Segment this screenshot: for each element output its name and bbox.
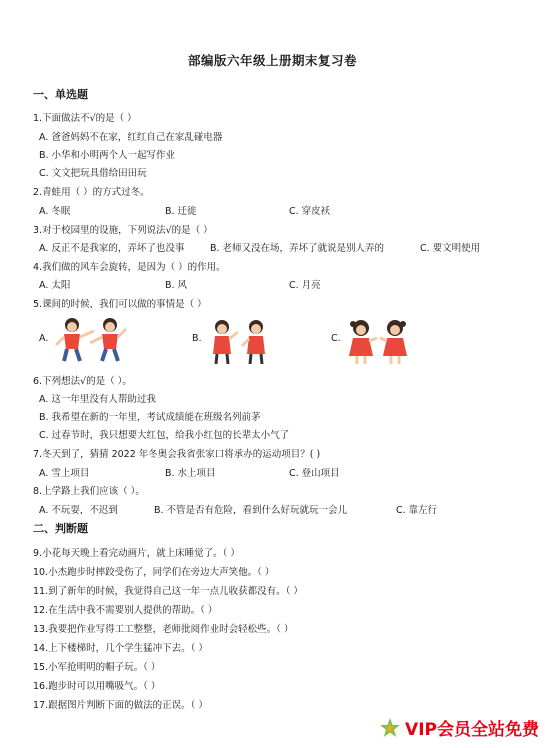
q5-figure-playing-girls: [343, 318, 415, 366]
q8-option-c: C. 靠左行: [396, 505, 438, 516]
question-2: 2.青蛙用（ ）的方式过冬。: [33, 187, 150, 198]
question-1: 1.下面做法不√的是（ ）: [33, 113, 137, 124]
q6-option-c: C. 过春节时，我只想要大红包，给我小红包的长辈太小气了: [39, 430, 290, 441]
section-heading-true-false: 二、判断题: [33, 522, 88, 535]
q6-option-b: B. 我希望在新的一年里，考试成绩能在班级名列前茅: [39, 412, 261, 423]
q4-option-c: C. 月亮: [289, 280, 321, 291]
question-10: 10.小杰跑步时摔跤受伤了，同学们在旁边大声笑他。（ ）: [33, 567, 275, 578]
q5-figure-arguing-children: [204, 318, 276, 366]
q5-option-a: A.: [39, 333, 49, 344]
question-3: 3.对于校园里的设施，下列说法√的是（ ）: [33, 225, 213, 236]
q5-option-b: B.: [192, 333, 202, 344]
question-7: 7.冬天到了，猜猜 2022 年冬奥会我省张家口将承办的运动项目？( ): [33, 449, 321, 460]
section-heading-single-choice: 一、单选题: [33, 88, 88, 101]
q3-option-c: C. 要文明使用: [420, 243, 481, 254]
question-6: 6.下列想法√的是（ ）。: [33, 376, 132, 387]
question-17: 17.跟据图片判断下面的做法的正误。（ ）: [33, 700, 208, 711]
q4-option-a: A. 太阳: [39, 280, 71, 291]
question-16: 16.跑步时可以用嘴吸气。（ ）: [33, 681, 161, 692]
vip-watermark: [379, 715, 539, 740]
q5-option-c: C.: [331, 333, 341, 344]
question-11: 11.到了新年的时候，我觉得自己这一年一点儿收获都没有。（ ）: [33, 586, 303, 597]
question-4: 4.我们做的风车会旋转，是因为（ ）的作用。: [33, 262, 226, 273]
q6-option-a: A. 这一年里没有人帮助过我: [39, 394, 156, 405]
q1-option-c: C. 文文把玩具借给田田玩: [39, 168, 147, 179]
watermark-text: VIP会员全站免费: [405, 720, 539, 740]
q4-option-b: B. 风: [165, 280, 188, 291]
q2-option-c: C. 穿皮袄: [289, 206, 331, 217]
question-14: 14.上下楼梯时，几个学生猛冲下去。（ ）: [33, 643, 208, 654]
question-8: 8.上学路上我们应该（ ）。: [33, 486, 145, 497]
q2-option-b: B. 迁徙: [165, 206, 197, 217]
q7-option-c: C. 登山项目: [289, 468, 340, 479]
q8-option-a: A. 不玩耍，不迟到: [39, 505, 118, 516]
q1-option-a: A. 爸爸妈妈不在家，红红自己在家乱碰电器: [39, 132, 223, 143]
q3-option-b: B. 老师又没在场，弄坏了就说是别人弄的: [210, 243, 385, 254]
q1-option-b: B. 小华和小明两个人一起写作业: [39, 150, 176, 161]
q7-option-a: A. 雪上项目: [39, 468, 90, 479]
star-icon: [379, 717, 401, 739]
q7-option-b: B. 水上项目: [165, 468, 216, 479]
question-5: 5.课间的时候，我们可以做的事情是（ ）: [33, 299, 207, 310]
q3-option-a: A. 反正不是我家的，弄坏了也没事: [39, 243, 185, 254]
question-13: 13.我要把作业写得工工整整，老师批阅作业时会轻松些。（ ）: [33, 624, 294, 635]
q5-figure-fighting-children: [50, 315, 134, 365]
page-title: 部编版六年级上册期末复习卷: [187, 53, 357, 68]
question-15: 15.小军抢明明的帽子玩。（ ）: [33, 662, 161, 673]
q8-option-b: B. 不管是否有危险，看到什么好玩就玩一会儿: [154, 505, 348, 516]
question-9: 9.小花每天晚上看完动画片，就上床睡觉了。（ ）: [33, 548, 240, 559]
question-12: 12.在生活中我不需要别人提供的帮助。（ ）: [33, 605, 218, 616]
q2-option-a: A. 冬眠: [39, 206, 71, 217]
